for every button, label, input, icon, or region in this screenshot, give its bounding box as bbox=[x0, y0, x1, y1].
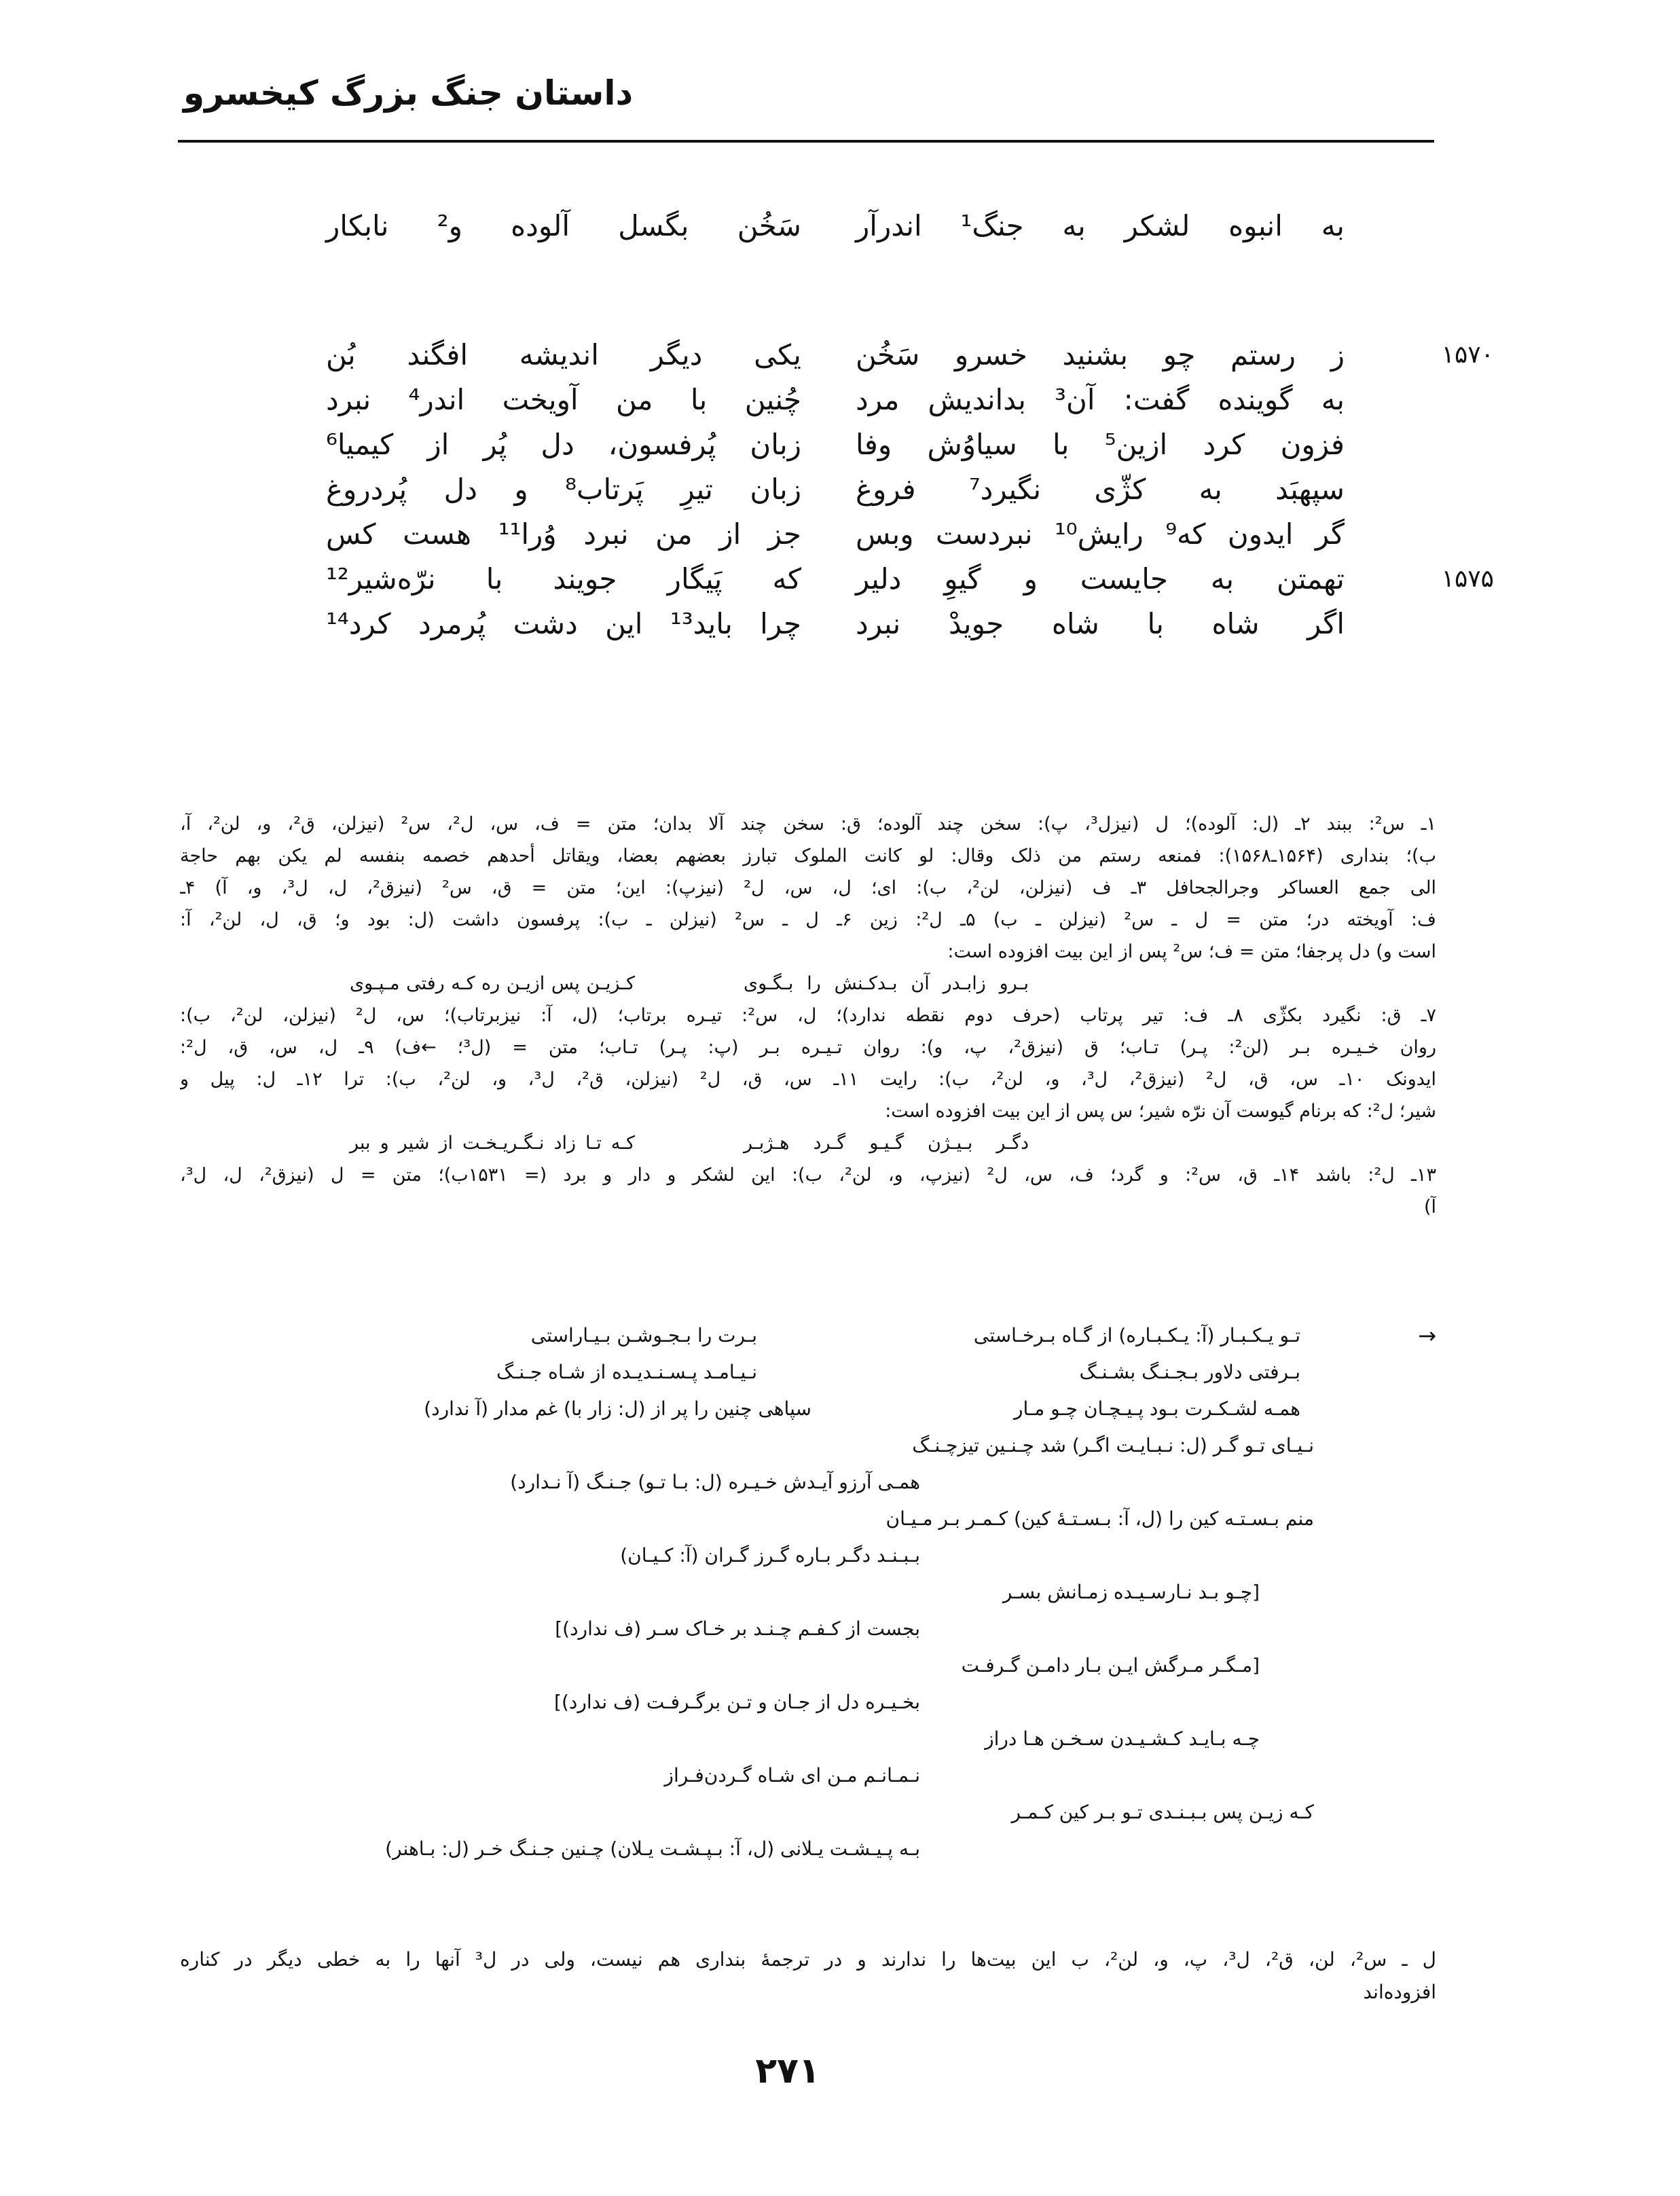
header-rule bbox=[178, 140, 1434, 143]
added-verse-right: همـه لشـکـرت بـود پـیـچـان چـو مـار bbox=[1013, 1397, 1300, 1420]
footnote-line: آ) bbox=[1423, 1196, 1436, 1218]
inserted-verse-left: کـه تـا زاد نـگـریـخـت از شیر و ببر bbox=[350, 1133, 635, 1154]
inserted-verse-right: بـرو زابـدر آن بـدکـنش را بـگـوی bbox=[744, 973, 1029, 994]
added-verse-row bbox=[180, 1391, 1436, 1427]
footnotes bbox=[180, 808, 1436, 1223]
verse-row bbox=[299, 333, 1494, 378]
final-note-line: افزوده‌اند bbox=[1363, 1981, 1436, 2003]
added-verse-row bbox=[180, 1794, 1436, 1831]
verse-number: ۱۵۷۵ bbox=[1441, 565, 1494, 593]
added-verse-left: نـیـامـد پـسـنـدیـده از شـاه جـنـگ bbox=[496, 1361, 757, 1383]
verse-hemistich-left: جز از من نبرد وُرا¹¹ هست کس bbox=[326, 517, 802, 551]
added-verse-line: [چـو بـد نـارسـیـده زمـانش بسـر bbox=[1002, 1581, 1260, 1603]
added-verse-line: بخـیـره دل از جـان و تـن برگـرفـت (ف ندارد)] bbox=[554, 1691, 920, 1713]
added-verse-line: بجست از کـفـم چـنـد بر خـاک سـر (ف ندارد)] bbox=[555, 1617, 920, 1640]
page-number: ۲۷۱ bbox=[755, 2051, 820, 2091]
footnote-line: است و) دل پرجفا؛ متن = ف؛ س² پس از این بیت افزوده است: bbox=[947, 941, 1436, 962]
footnote-line: ۱۳ـ ل²: باشد ۱۴ـ ق، س²: و گرد؛ ف، س، ل² (نیزپ، و، لن²، ب): این لشکر و دار و برد (= ۱۵۳۱ب)؛ متن = ل (نیزق²، ل، ل³، bbox=[180, 1165, 1436, 1186]
verse-hemistich-left: چُنین با من آویخت اندر⁴ نبرد bbox=[326, 383, 801, 416]
inserted-verse-left: کـزیـن پس ازیـن ره کـه رفتی مـپـوی bbox=[350, 973, 635, 994]
added-verse-row bbox=[180, 1611, 1436, 1647]
added-verse-row bbox=[180, 1427, 1436, 1464]
footnote-inserted-verse bbox=[180, 1127, 1436, 1159]
added-verse-line: بـه پـیـشـت یـلانی (ل، آ: بـپـشـت یـلان) چـنین جـنـگ خـر (ل: بـاهنر) bbox=[385, 1837, 920, 1860]
verse-hemistich-right: ز رستم چو بشنید خسرو سَخُن bbox=[856, 338, 1345, 371]
verse-hemistich-right: تهمتن به جایست و گیوِ دلیر bbox=[856, 562, 1345, 596]
footnote-inserted-verse bbox=[180, 968, 1436, 1000]
verse-row bbox=[299, 378, 1494, 422]
added-verse-line: بـبـنـد دگـر بـاره گـرز گـران (آ: کـیـان) bbox=[620, 1544, 920, 1567]
verse-hemistich-left: زبان تیرِ پَرتاب⁸ و دل پُردروغ bbox=[326, 473, 801, 506]
added-verse-row bbox=[180, 1647, 1436, 1684]
added-verse-right: بـرفتی دلاور بـجـنـگ بشـنـگ bbox=[1079, 1361, 1300, 1383]
verse-hemistich-left: که پَیگار جویند با نرّه‌شیر¹² bbox=[326, 562, 801, 596]
verse-hemistich-right: فزون کرد ازین⁵ با سیاوُش وفا bbox=[856, 428, 1345, 461]
added-verse-row bbox=[180, 1757, 1436, 1794]
verse-block-main bbox=[299, 333, 1494, 646]
added-verse-row bbox=[180, 1831, 1436, 1867]
footnote-line: ۱ـ س²: ببند ۲ـ (ل: آلوده)؛ ل (نیزل³، پ): سخن چند آلوده؛ ق: سخن چند آلا بدان؛ متن = ف، س، ل²، س² (نیزلن، ق²، و، لن²، آ، bbox=[180, 813, 1436, 835]
inserted-verse-right: دگـر بـیـژن گـیـو گـرد هـژبـر bbox=[744, 1133, 1029, 1154]
verse-row bbox=[299, 512, 1494, 557]
verse-row bbox=[299, 204, 1494, 249]
footnote-line: ۷ـ ق: نگیرد بکژّی ۸ـ ف: تیر پرتاب (حرف دوم نقطه ندارد)؛ ل، س²: تیـره برتاب؛ (ل، آ: نیزبرتاب)؛ س، ل² (نیزلن، لن²، ب): bbox=[180, 1005, 1436, 1026]
footnote-line: شیر؛ ل²: که برنام گیوست آن نرّه شیر؛ س پس از این بیت افزوده است: bbox=[885, 1101, 1436, 1122]
added-verse-left: سپاهی چنین را پر از (ل: زار با) غم مدار (آ ندارد) bbox=[424, 1397, 811, 1420]
added-verse-row bbox=[180, 1354, 1436, 1391]
footnote-line: ایدونک ۱۰ـ س، ق، ل² (نیزق²، ل³، و، لن²، ب): رایت ۱۱ـ س، ق، ل² (نیزلن، ق²، ل³، و، لن²، ب): ترا ۱۲ـ ل: پیل و bbox=[180, 1069, 1436, 1090]
verse-row bbox=[299, 602, 1494, 646]
added-verse-line: منم بـسـتـه کین را (ل، آ: بـسـتـهٔ کین) کـمـر بـر مـیـان bbox=[885, 1507, 1314, 1530]
final-note-line: ل ـ س²، لن، ق²، ل³، پ، و، لن²، ب این بیت‌ها را ندارند و در ترجمهٔ بنداری هم نیست، ولی در ل³ آنها را به خطی دیگر در کناره bbox=[180, 1948, 1436, 1971]
verse-hemistich-left: یکی دیگر اندیشه افگند بُن bbox=[326, 338, 801, 371]
verse-hemistich-left: سَخُن بگسل آلوده و² نابکار bbox=[326, 209, 801, 242]
verse-row bbox=[299, 422, 1494, 467]
footnote-line: الی جمع العساکر وجرالجحافل ۳ـ ف (نیزلن، لن²، ب): ای؛ ل، س، ل² (نیزپ): این؛ متن = ق، س² (نیزق²، ل، ل³، و، آ) ۴ـ bbox=[180, 877, 1436, 898]
verse-hemistich-right: اگر شاه با شاه جویدْ نبرد bbox=[856, 607, 1345, 640]
added-verse-row bbox=[180, 1684, 1436, 1721]
added-verse-line: چـه بـایـد کـشـیـدن سـخـن هـا دراز bbox=[985, 1727, 1260, 1750]
added-verses-block bbox=[180, 1317, 1436, 1867]
added-verse-row bbox=[180, 1721, 1436, 1757]
verse-hemistich-left: چرا باید¹³ این دشت پُرمرد کرد¹⁴ bbox=[326, 607, 801, 640]
final-note bbox=[180, 1943, 1436, 2009]
added-verse-row bbox=[180, 1464, 1436, 1501]
added-verse-line: همـی آرزو آیـدش خـیـره (ل: بـا تـو) جـنـگ (آ نـدارد) bbox=[510, 1471, 920, 1493]
verse-row bbox=[299, 557, 1494, 602]
added-verse-line: کـه زیـن پس بـبـنـدی تـو بـر کین کـمـر bbox=[1011, 1801, 1314, 1823]
verse-hemistich-left: زبان پُرفسون، دل پُر از کیمیا⁶ bbox=[326, 428, 801, 461]
added-verse-left: بـرت را بـجـوشـن بـیـاراستی bbox=[530, 1324, 757, 1347]
footnote-line: ف: آویخته در؛ متن = ل ـ س² (نیزلن ـ ب) ۵ـ ل²: زین ۶ـ ل ـ س² (نیزلن ـ ب): پرفسون داشت (ل: بود و؛ ق، ل، لن²، آ: bbox=[180, 909, 1436, 930]
verse-hemistich-right: گر ایدون که⁹ رایش¹⁰ نبردست وبس bbox=[856, 517, 1345, 551]
verse-row bbox=[299, 467, 1494, 512]
added-verse-line: نـیـای تـو گـر (ل: نـبـایـت اگـر) شد چـنـین تیزچـنـگ bbox=[912, 1434, 1314, 1457]
verse-hemistich-right: سپهبَد به کژّی نگیرد⁷ فروغ bbox=[856, 473, 1345, 506]
footnote-line: روان خـیـره بـر (لن²: پـر) تـاب؛ ق (نیزق²، پ، و): روان تـیـره بـر (پ: پـر) تـاب؛ متن = (ل³؛ ←ف) ۹ـ ل، س، ق، ل²: bbox=[180, 1037, 1436, 1058]
footnote-line: ب)؛ بنداری (۱۵۶۴ـ۱۵۶۸): فمنعه رستم من ذلک وقال: لو کانت الملوک تبارز بعضهم بعضا، ویقاتل أحدهم خصمه بنفسه لم یکن بهم حاجة bbox=[180, 845, 1436, 866]
added-verse-line: [مـگـر مـرگش ایـن بـار دامـن گـرفـت bbox=[961, 1654, 1260, 1677]
arrow-icon: → bbox=[1418, 1323, 1436, 1349]
added-verse-row bbox=[180, 1501, 1436, 1537]
running-header-title: داستان جنگ بزرگ کیخسرو bbox=[183, 73, 634, 113]
verse-block-top bbox=[299, 204, 1494, 249]
verse-hemistich-right: به انبوه لشکر به جنگ¹ اندرآر bbox=[856, 209, 1345, 242]
verse-number: ۱۵۷۰ bbox=[1441, 341, 1494, 369]
added-verse-row bbox=[180, 1317, 1436, 1354]
added-verse-row bbox=[180, 1537, 1436, 1574]
added-verse-line: نـمـانـم مـن ای شـاه گـردن‌فـراز bbox=[664, 1764, 920, 1787]
added-verse-right: تـو یـکـبـار (آ: یـکـبـاره) از گـاه بـرخـاستی bbox=[973, 1324, 1300, 1347]
added-verse-row bbox=[180, 1574, 1436, 1611]
verse-hemistich-right: به گوینده گفت: آن³ بداندیش مرد bbox=[856, 383, 1345, 416]
